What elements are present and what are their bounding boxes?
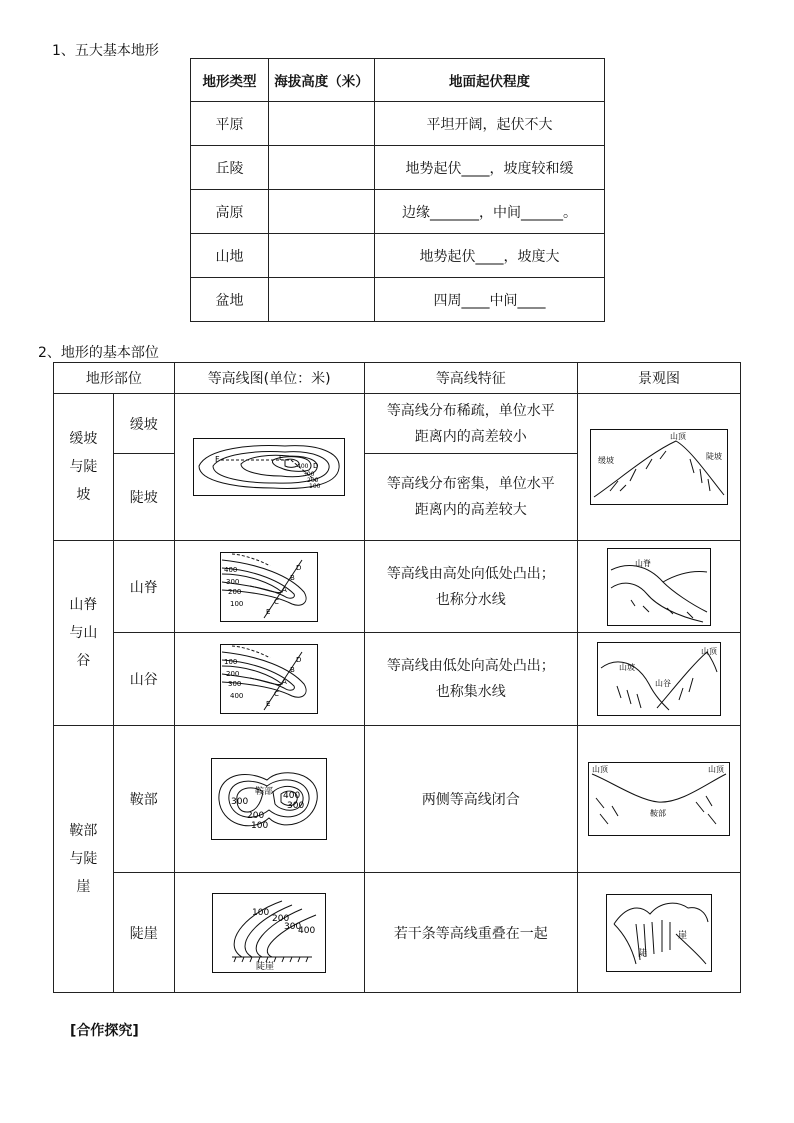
part-steep-slope: 陡坡: [113, 454, 174, 541]
valley-scene: [578, 633, 741, 726]
valley-contour-map-image: [220, 644, 318, 714]
scene-label-valley: 山谷: [655, 679, 672, 688]
relief-cell: 边缘_______，中间______。: [375, 190, 605, 234]
valley-contour-map: [174, 633, 364, 726]
valley-value: 200: [226, 670, 240, 678]
table-row: [54, 394, 741, 454]
header-part: 地形部位: [54, 363, 175, 394]
relief-cell: 四周____中间____: [375, 278, 605, 322]
landform-type: 高原: [191, 190, 269, 234]
line-letter: E: [266, 607, 271, 616]
table-header-row: [54, 363, 741, 394]
line-letter: D: [296, 563, 302, 572]
landform-types-table: [190, 58, 605, 322]
slope-value: 100: [309, 483, 321, 490]
slope-scene-image: [590, 429, 728, 505]
landform-parts-table: [53, 362, 741, 993]
scene-label-peak: 山顶: [592, 765, 609, 774]
ridge-value: 100: [230, 599, 244, 608]
cliff-word: 陡崖: [256, 961, 275, 972]
slope-value: 300: [303, 471, 315, 478]
saddle-word: 鞍部: [255, 787, 274, 797]
feature-valley: 等高线由低处向高处凸出； 也称集水线: [364, 633, 577, 726]
landform-type: 山地: [191, 234, 269, 278]
cliff-value: 200: [272, 913, 290, 924]
table-row: [191, 102, 605, 146]
group-saddle-cliff: 鞍部 与陡 崖: [54, 726, 114, 993]
part-valley: 山谷: [113, 633, 174, 726]
section2-heading: 2、地形的基本部位: [38, 345, 159, 361]
ridge-scene: [578, 541, 741, 633]
valley-value: 100: [224, 658, 238, 666]
feature-ridge: 等高线由高处向低处凸出； 也称分水线: [364, 541, 577, 633]
saddle-value: 300: [231, 797, 249, 807]
relief-cell: 平坦开阔，起伏不大: [375, 102, 605, 146]
cliff-scene-image: [606, 894, 712, 972]
ridge-value: 400: [224, 565, 238, 574]
cliff-value: 400: [298, 925, 316, 936]
scene-label-slope: 山坡: [619, 663, 636, 672]
line-letter: C: [274, 690, 280, 698]
slope-scene: [578, 394, 741, 541]
altitude-cell: [269, 146, 375, 190]
header-feature: 等高线特征: [364, 363, 577, 394]
saddle-scene-image: [588, 762, 730, 836]
cliff-contour-map-image: [212, 893, 326, 973]
line-letter: B: [290, 666, 295, 674]
slope-contour-map: [174, 394, 364, 541]
header-relief: 地面起伏程度: [375, 59, 605, 102]
ridge-contour-map: [174, 541, 364, 633]
scene-label-ridge: 山脊: [635, 558, 652, 568]
cliff-contour-map: [174, 873, 364, 993]
table-row: [54, 726, 741, 873]
slope-letter: D: [313, 462, 319, 470]
ridge-value: 300: [226, 577, 240, 586]
part-saddle: 鞍部: [113, 726, 174, 873]
feature-cliff: 若干条等高线重叠在一起: [364, 873, 577, 993]
table-row: [54, 633, 741, 726]
slope-value: 400: [297, 463, 309, 470]
cooperative-inquiry-heading: [合作探究]: [70, 1023, 139, 1039]
scene-label-cliff: 陡: [638, 948, 648, 959]
altitude-cell: [269, 102, 375, 146]
saddle-value: 200: [247, 811, 265, 821]
part-cliff: 陡崖: [113, 873, 174, 993]
cliff-value: 100: [252, 907, 270, 918]
line-letter: A: [282, 585, 287, 594]
cliff-scene: [578, 873, 741, 993]
saddle-contour-map-image: [211, 758, 327, 840]
valley-value: 300: [228, 680, 242, 688]
line-letter: C: [274, 597, 280, 606]
group-ridge-valley: 山脊 与山 谷: [54, 541, 114, 726]
table-row: [191, 278, 605, 322]
saddle-contour-map: [174, 726, 364, 873]
saddle-scene: [578, 726, 741, 873]
slope-contour-map-image: [193, 438, 345, 496]
relief-cell: 地势起伏____，坡度较和缓: [375, 146, 605, 190]
part-ridge: 山脊: [113, 541, 174, 633]
line-letter: A: [282, 678, 287, 686]
line-letter: B: [290, 573, 295, 582]
scene-label-steep: 陡坡: [706, 452, 723, 461]
section1-heading: 1、五大基本地形: [52, 43, 159, 59]
scene-label-peak: 山顶: [701, 647, 718, 656]
header-altitude: 海拔高度（米）: [269, 59, 375, 102]
feature-saddle: 两侧等高线闭合: [364, 726, 577, 873]
scene-label-gentle: 缓坡: [598, 456, 615, 465]
landform-type: 丘陵: [191, 146, 269, 190]
landform-type: 盆地: [191, 278, 269, 322]
ridge-value: 200: [228, 587, 242, 596]
part-gentle-slope: 缓坡: [113, 394, 174, 454]
header-contour-map: 等高线图(单位：米): [174, 363, 364, 394]
feature-gentle: 等高线分布稀疏，单位水平 距离内的高差较小: [364, 394, 577, 454]
feature-steep: 等高线分布密集，单位水平 距离内的高差较大: [364, 454, 577, 541]
scene-label-peak: 山顶: [708, 765, 725, 774]
header-scene: 景观图: [578, 363, 741, 394]
scene-label-saddle: 鞍部: [650, 809, 667, 818]
slope-letter: E: [279, 454, 284, 462]
group-slope: 缓坡 与陡 坡: [54, 394, 114, 541]
altitude-cell: [269, 190, 375, 234]
table-row: [191, 234, 605, 278]
line-letter: E: [266, 700, 271, 708]
saddle-value: 100: [251, 821, 269, 831]
ridge-contour-map-image: [220, 552, 318, 622]
landform-type: 平原: [191, 102, 269, 146]
line-letter: D: [296, 656, 302, 664]
valley-value: 400: [230, 692, 244, 700]
header-landform-type: 地形类型: [191, 59, 269, 102]
slope-letter: F: [215, 455, 220, 464]
table-row: [191, 190, 605, 234]
ridge-scene-image: [607, 548, 711, 626]
table-row: [191, 146, 605, 190]
altitude-cell: [269, 234, 375, 278]
relief-cell: 地势起伏____，坡度大: [375, 234, 605, 278]
valley-scene-image: [597, 642, 721, 716]
table-row: [54, 873, 741, 993]
scene-label-peak: 山顶: [670, 432, 687, 441]
cliff-value: 300: [284, 921, 302, 932]
saddle-value: 300: [287, 801, 305, 811]
slope-value: 200: [307, 477, 319, 484]
table-row: [54, 541, 741, 633]
saddle-value: 400: [283, 791, 301, 801]
altitude-cell: [269, 278, 375, 322]
scene-label-cliff: 崖: [678, 930, 688, 941]
table-header-row: [191, 59, 605, 102]
